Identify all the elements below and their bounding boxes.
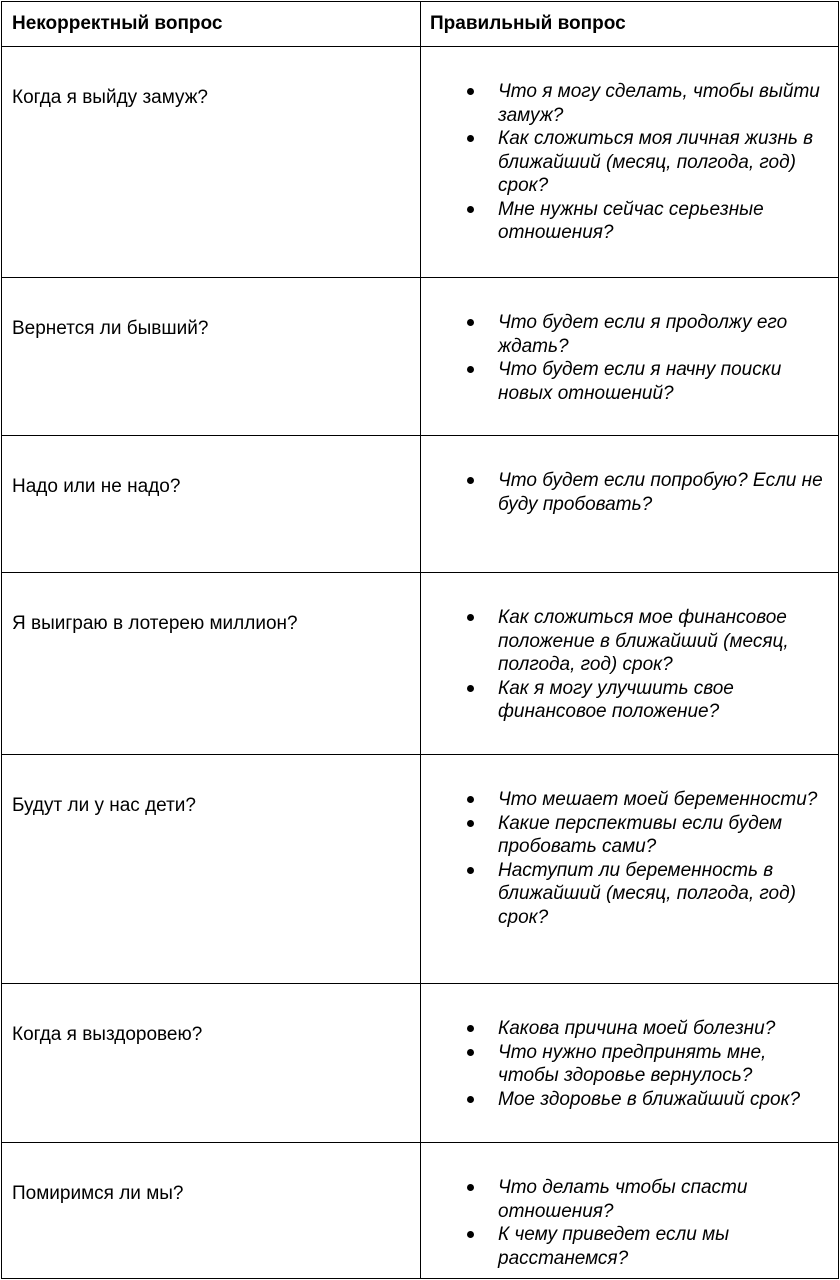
incorrect-question-text: Когда я выйду замуж? (12, 87, 208, 108)
incorrect-question-cell (2, 573, 421, 755)
list-item: Как сложиться моя личная жизнь в ближайший (месяц, полгода, год) срок? (498, 127, 828, 198)
list-item: Наступит ли беременность в ближайший (месяц, полгода, год) срок? (498, 859, 828, 930)
incorrect-question-cell (2, 47, 421, 278)
header-correct-question (421, 2, 839, 47)
table-row (2, 1143, 839, 1279)
list-item: Какие перспективы если будем пробовать сами? (498, 812, 828, 859)
correct-questions-cell (421, 436, 839, 573)
incorrect-question-cell (2, 755, 421, 984)
table-row (2, 984, 839, 1143)
list-item: Как я могу улучшить свое финансовое положение? (498, 677, 828, 724)
list-item: К чему приведет если мы расстанемся? (498, 1223, 828, 1270)
correct-questions-list (421, 47, 838, 245)
correct-questions-list (421, 1143, 838, 1270)
correct-questions-cell (421, 984, 839, 1143)
header-incorrect-label: Некорректный вопрос (12, 13, 223, 34)
table-row (2, 436, 839, 573)
incorrect-question-text: Вернется ли бывший? (12, 318, 209, 339)
list-item: Что будет если попробую? Если не буду пробовать? (498, 469, 828, 516)
correct-questions-cell (421, 755, 839, 984)
correct-questions-list (421, 278, 838, 405)
incorrect-question-text: Надо или не надо? (12, 476, 181, 497)
correct-questions-cell (421, 1143, 839, 1279)
list-item: Что делать чтобы спасти отношения? (498, 1176, 828, 1223)
list-item: Что будет если я начну поиски новых отношений? (498, 358, 828, 405)
correct-questions-cell (421, 278, 839, 436)
table-header-row (2, 2, 839, 47)
incorrect-question-text: Помиримся ли мы? (12, 1183, 184, 1204)
incorrect-question-text: Я выиграю в лотерею миллион? (12, 613, 298, 634)
list-item: Как сложиться мое финансовое положение в ближайший (месяц, полгода, год) срок? (498, 606, 828, 677)
incorrect-question-cell (2, 436, 421, 573)
questions-table (1, 1, 839, 1279)
table-row (2, 47, 839, 278)
list-item: Мне нужны сейчас серьезные отношения? (498, 198, 828, 245)
correct-questions-list (421, 984, 838, 1111)
correct-questions-cell (421, 47, 839, 278)
incorrect-question-cell (2, 984, 421, 1143)
list-item: Что нужно предпринять мне, чтобы здоровье вернулось? (498, 1041, 828, 1088)
incorrect-question-text: Будут ли у нас дети? (12, 795, 196, 816)
correct-questions-list (421, 573, 838, 724)
correct-questions-list (421, 755, 838, 929)
correct-questions-cell (421, 573, 839, 755)
header-incorrect-question (2, 2, 421, 47)
table-row (2, 278, 839, 436)
list-item: Какова причина моей болезни? (498, 1017, 828, 1041)
header-correct-label: Правильный вопрос (430, 13, 626, 34)
list-item: Что будет если я продолжу его ждать? (498, 311, 828, 358)
table-row (2, 573, 839, 755)
list-item: Что я могу сделать, чтобы выйти замуж? (498, 80, 828, 127)
list-item: Мое здоровье в ближайший срок? (498, 1088, 828, 1112)
incorrect-question-text: Когда я выздоровею? (12, 1024, 203, 1045)
incorrect-question-cell (2, 1143, 421, 1279)
table-row (2, 755, 839, 984)
list-item: Что мешает моей беременности? (498, 788, 828, 812)
correct-questions-list (421, 436, 838, 516)
incorrect-question-cell (2, 278, 421, 436)
